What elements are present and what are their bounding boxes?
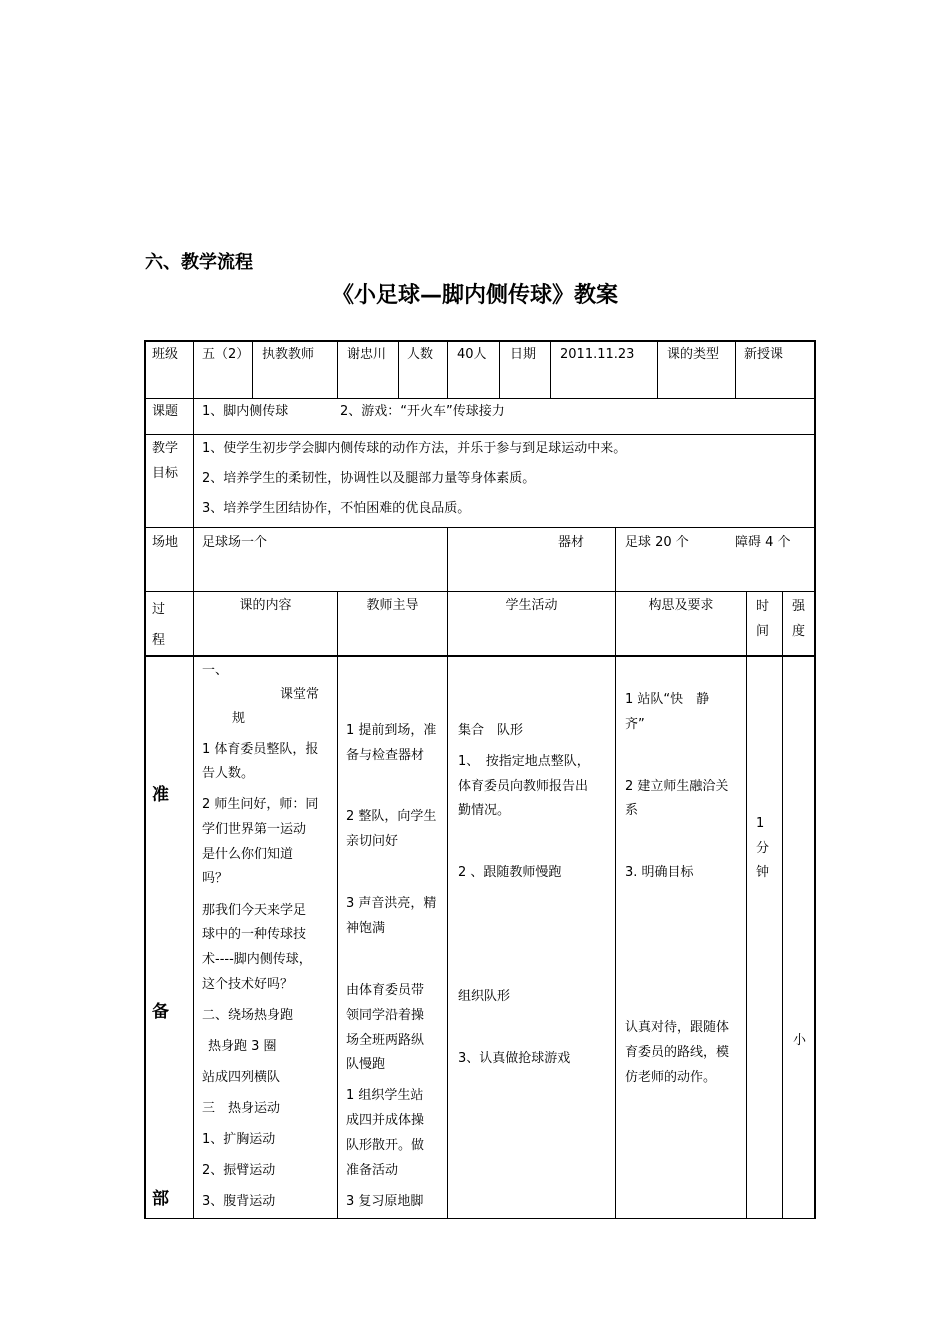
teacher-label: 执教教师 xyxy=(262,347,315,362)
content-line: 吗？ xyxy=(202,871,229,886)
student-line: 勤情况。 xyxy=(458,803,511,818)
teacher-line: 准备活动 xyxy=(346,1163,399,1178)
teacher-line: 神饱满 xyxy=(346,921,386,936)
requirement-line: 认真对待，跟随体 xyxy=(625,1020,730,1035)
content-line: 3、腹背运动 xyxy=(202,1194,276,1209)
content-line: 规 xyxy=(232,711,246,726)
teacher-line: 2 整队，向学生 xyxy=(346,809,437,824)
teacher-line: 队形散开。做 xyxy=(346,1138,425,1153)
content-line: 课堂常 xyxy=(280,687,320,702)
date-value: 2011.11.23 xyxy=(560,347,635,362)
student-line: 体育委员向教师报告出 xyxy=(458,779,589,794)
topic-item-2: 2、游戏：“开火车”传球接力 xyxy=(340,404,505,419)
requirement-line: 育委员的路线，模 xyxy=(625,1045,730,1060)
equipment-value: 足球 20 个 xyxy=(625,535,689,550)
content-line: 1、扩胸运动 xyxy=(202,1132,276,1147)
requirement-line: 齐” xyxy=(625,717,645,732)
count-label: 人数 xyxy=(407,347,434,362)
content-line: 是什么你们知道 xyxy=(202,847,294,862)
teacher-line: 亲切问好 xyxy=(346,834,399,849)
class-label: 班级 xyxy=(152,347,179,362)
student-line: 集合 队形 xyxy=(458,723,524,738)
header-time: 时间 xyxy=(756,599,770,639)
student-line: 3、认真做抢球游戏 xyxy=(458,1051,571,1066)
content-line: 站成四列横队 xyxy=(202,1070,281,1085)
obstacle-value: 障碍 4 个 xyxy=(735,535,791,550)
objective-1: 1、使学生初步学会脚内侧传球的动作方法，并乐于参与到足球运动中来。 xyxy=(202,441,627,456)
header-requirements: 构思及要求 xyxy=(648,598,714,613)
phase-char-3: 部 xyxy=(152,1189,169,1209)
requirement-line: 3. 明确目标 xyxy=(625,865,694,880)
lesson-type-value: 新授课 xyxy=(744,347,784,362)
student-line: 组织队形 xyxy=(458,989,511,1004)
teacher-line: 3 声音洪亮，精 xyxy=(346,896,437,911)
teacher-line: 成四并成体操 xyxy=(346,1113,425,1128)
content-line: 那我们今天来学足 xyxy=(202,903,307,918)
count-value: 40人 xyxy=(457,347,487,362)
content-line: 告人数。 xyxy=(202,766,255,781)
header-teacher: 教师主导 xyxy=(366,598,419,613)
content-line: 球中的一种传球技 xyxy=(202,927,307,942)
objectives-label: 教学目标 xyxy=(152,441,179,481)
teacher-line: 备与检查器材 xyxy=(346,748,425,763)
intensity-value: 小 xyxy=(793,1033,807,1048)
content-line: 三 热身运动 xyxy=(202,1101,281,1116)
header-content: 课的内容 xyxy=(239,598,292,613)
requirement-line: 仿老师的动作。 xyxy=(625,1070,717,1085)
teacher-line: 场全班两路纵 xyxy=(346,1033,425,1048)
teacher-line: 1 组织学生站 xyxy=(346,1088,424,1103)
lesson-type-label: 课的类型 xyxy=(667,347,720,362)
time-line: 分 xyxy=(756,841,770,856)
content-line: 术----脚内侧传球， xyxy=(202,952,312,967)
content-line: 1 体育委员整队，报 xyxy=(202,742,319,757)
content-line: 2 师生问好，师：同 xyxy=(202,797,319,812)
requirement-line: 1 站队“快 静 xyxy=(625,692,710,707)
header-process: 过程 xyxy=(152,602,166,648)
date-label: 日期 xyxy=(510,347,537,362)
class-value: 五（2） xyxy=(202,347,250,362)
venue-value: 足球场一个 xyxy=(202,535,268,550)
content-line: 这个技术好吗？ xyxy=(202,977,294,992)
student-line: 1、 按指定地点整队， xyxy=(458,754,590,769)
phase-char-2: 备 xyxy=(152,1002,169,1022)
objective-2: 2、培养学生的柔韧性，协调性以及腿部力量等身体素质。 xyxy=(202,471,536,486)
time-line: 1 xyxy=(756,816,765,831)
header-intensity: 强度 xyxy=(792,599,806,639)
objective-3: 3、培养学生团结协作，不怕困难的优良品质。 xyxy=(202,501,471,516)
content-line: 2、振臂运动 xyxy=(202,1163,276,1178)
teacher-value: 谢忠川 xyxy=(347,347,387,362)
section-heading: 六、教学流程 xyxy=(145,252,253,273)
student-line: 2 、跟随教师慢跑 xyxy=(458,865,562,880)
document-title: 《小足球—脚内侧传球》教案 xyxy=(331,283,618,308)
phase-char-1: 准 xyxy=(152,785,169,805)
venue-label: 场地 xyxy=(152,535,179,550)
topic-item-1: 1、脚内侧传球 xyxy=(202,404,289,419)
teacher-line: 3 复习原地脚 xyxy=(346,1194,424,1209)
content-line: 学们世界第一运动 xyxy=(202,822,307,837)
content-line: 二、绕场热身跑 xyxy=(202,1008,294,1023)
requirement-line: 系 xyxy=(625,803,639,818)
teacher-line: 由体育委员带 xyxy=(346,983,425,998)
content-line: 热身跑 3 圈 xyxy=(208,1039,277,1054)
header-student: 学生活动 xyxy=(505,598,558,613)
content-line: 一、 xyxy=(202,663,229,678)
teacher-line: 队慢跑 xyxy=(346,1057,386,1072)
requirement-line: 2 建立师生融洽关 xyxy=(625,779,729,794)
equipment-label: 器材 xyxy=(558,535,585,550)
teacher-line: 领同学沿着操 xyxy=(346,1008,425,1023)
teacher-line: 1 提前到场，准 xyxy=(346,723,437,738)
time-line: 钟 xyxy=(756,865,770,880)
topic-label: 课题 xyxy=(152,404,179,419)
